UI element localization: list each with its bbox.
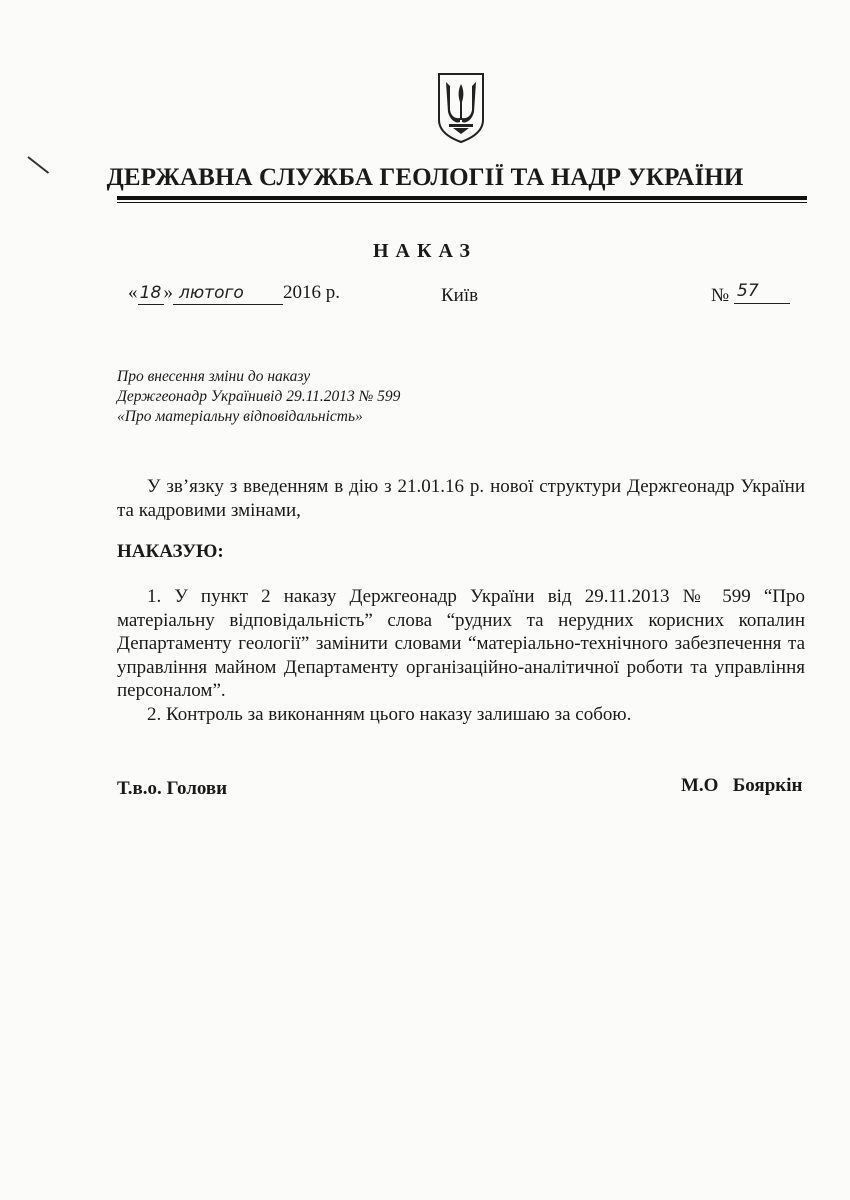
preamble-text: У зв’язку з введенням в дію з 21.01.16 р. нової структури Держгеонадр України та кадровими змінами, [117,476,805,521]
signatory-name: М.О Бояркін [681,775,803,796]
subject-line: «Про матеріальну відповідальність» [117,408,363,425]
header-rule-thin [117,202,807,203]
date-day-handwritten: 18 [139,283,162,303]
date-open-quote: « [128,282,138,303]
header-rule-thick [117,196,807,200]
order-item: 1. У пункт 2 наказу Держгеонадр України від 29.11.2013 № 599 “Про матеріальну відповідальність” слова “рудних та нерудних корисних копалин Департаменту геології” замінити словами “матеріально-технічного забезпечення та управління майном Департаменту організаційно-аналітичної роботи та управління персоналом”. [117,586,805,701]
subject-line: Держгеонадр Українивід 29.11.2013 № 599 [117,388,401,405]
subject-line: Про внесення зміни до наказу [117,368,311,385]
date-month-field [173,282,283,305]
date-day-field [138,282,164,305]
order-directive-heading: НАКАЗУЮ: [117,541,224,562]
order-item: 2. Контроль за виконанням цього наказу залишаю за собою. [147,703,632,725]
order-number-label: № [711,285,730,306]
organization-title: ДЕРЖАВНА СЛУЖБА ГЕОЛОГІЇ ТА НАДР УКРАЇНИ [106,164,744,191]
order-number-field [734,276,790,304]
preamble [117,475,805,523]
city-label: Київ [441,285,479,306]
order-items [117,585,805,726]
document-type-heading: НАКАЗ [372,240,477,262]
order-date [128,282,340,312]
ukraine-trident-icon [436,72,486,144]
date-month-handwritten: лютого [179,283,244,303]
date-year: 2016 р. [283,282,340,303]
signatory-role: Т.в.о. Голови [117,778,228,799]
order-number-handwritten: 57 [737,281,759,301]
date-close-quote: » [163,282,173,303]
order-subject [117,367,400,427]
